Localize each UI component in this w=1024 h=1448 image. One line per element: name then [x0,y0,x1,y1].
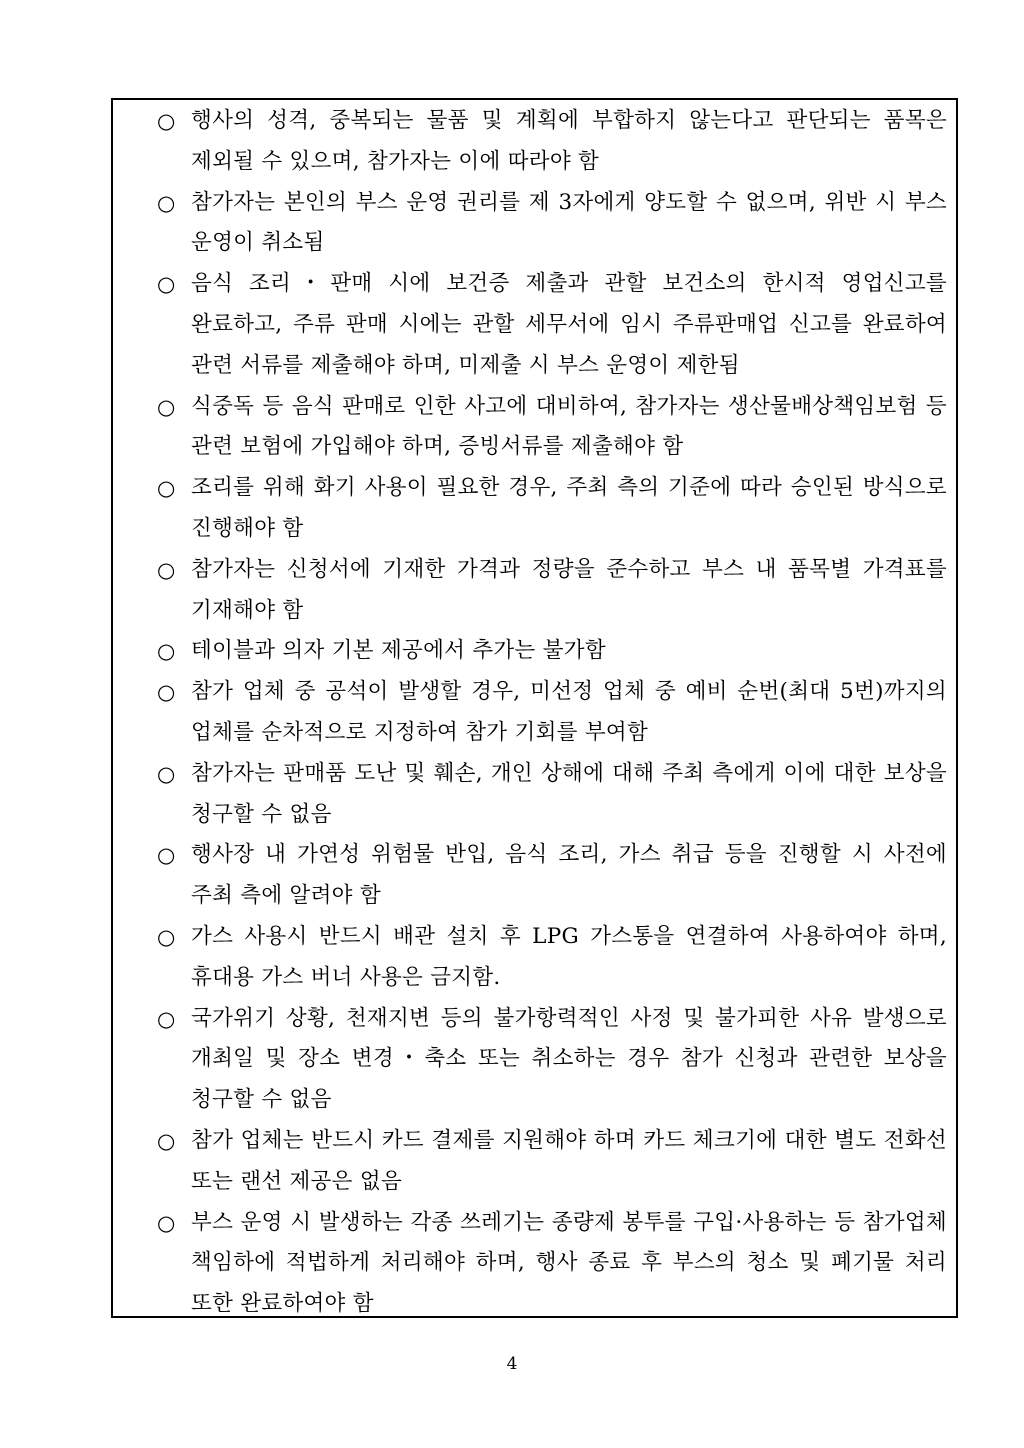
circle-bullet-icon: ○ [157,109,176,133]
list-item [157,999,947,1121]
rule-text: 음식 조리・판매 시에 보건증 제출과 관할 보건소의 한시적 영업신고를 완료하고, 주류 판매 시에는 관할 세무서에 임시 주류판매업 신고를 완료하여 관련 서류를 제출해야 하며, 미제출 시 부스 운영이 제한됨 [191,271,947,378]
circle-bullet-icon: ○ [157,394,176,419]
list-item [157,468,947,550]
rule-text: 국가위기 상황, 천재지변 등의 불가항력적인 사정 및 불가피한 사유 발생으로 개최일 및 장소 변경・축소 또는 취소하는 경우 참가 신청과 관련한 보상을 청구할 수 없음 [191,1005,947,1113]
list-item [157,183,947,265]
rule-text: 참가자는 본인의 부스 운영 권리를 제 3자에게 양도할 수 없으며, 위반 시 부스 운영이 취소됨 [191,189,947,256]
circle-bullet-icon: ○ [157,1128,176,1153]
list-item [157,835,947,917]
list-item [157,101,947,183]
circle-bullet-icon: ○ [157,680,176,705]
circle-bullet-icon: ○ [157,1006,176,1031]
circle-bullet-icon: ○ [157,924,176,949]
circle-bullet-icon: ○ [157,639,176,664]
rule-text: 참가자는 신청서에 기재한 가격과 정량을 준수하고 부스 내 품목별 가격표를 기재해야 함 [191,556,947,623]
rules-list [157,101,947,1325]
list-item [157,264,947,386]
rule-text: 식중독 등 음식 판매로 인한 사고에 대비하여, 참가자는 생산물배상책임보험 등 관련 보험에 가입해야 하며, 증빙서류를 제출해야 함 [191,393,947,460]
circle-bullet-icon: ○ [157,476,176,501]
list-item [157,550,947,632]
circle-bullet-icon: ○ [157,843,176,868]
list-item [157,1203,947,1325]
circle-bullet-icon: ○ [157,1210,176,1235]
list-item [157,754,947,836]
list-item [157,631,947,672]
list-item [157,917,947,999]
list-item [157,1121,947,1203]
rule-text: 참가자는 판매품 도난 및 훼손, 개인 상해에 대해 주최 측에게 이에 대한 보상을 청구할 수 없음 [191,760,947,827]
circle-bullet-icon: ○ [157,761,176,786]
rule-text: 행사의 성격, 중복되는 물품 및 계획에 부합하지 않는다고 판단되는 품목은 제외될 수 있으며, 참가자는 이에 따라야 함 [191,108,947,174]
rule-text: 참가 업체 중 공석이 발생할 경우, 미선정 업체 중 예비 순번(최대 5번)까지의 업체를 순차적으로 지정하여 참가 기회를 부여함 [191,679,947,745]
rule-text: 테이블과 의자 기본 제공에서 추가는 불가함 [191,638,606,664]
list-item [157,672,947,754]
rule-text: 가스 사용시 반드시 배관 설치 후 LPG 가스통을 연결하여 사용하여야 하며, 휴대용 가스 버너 사용은 금지함. [191,923,947,990]
rule-text: 조리를 위해 화기 사용이 필요한 경우, 주최 측의 기준에 따라 승인된 방식으로 진행해야 함 [191,475,947,541]
list-item [157,387,947,469]
page-number: 4 [506,1354,518,1374]
rule-text: 부스 운영 시 발생하는 각종 쓰레기는 종량제 봉투를 구입·사용하는 등 참가업체 책임하에 적법하게 처리해야 하며, 행사 종료 후 부스의 청소 및 폐기물 처리 또한 완료하여야 함 [191,1209,947,1317]
rule-text: 참가 업체는 반드시 카드 결제를 지원해야 하며 카드 체크기에 대한 별도 전화선 또는 랜선 제공은 없음 [191,1127,947,1194]
notice-box [111,98,958,1318]
circle-bullet-icon: ○ [157,557,176,582]
rule-text: 행사장 내 가연성 위험물 반입, 음식 조리, 가스 취급 등을 진행할 시 사전에 주최 측에 알려야 함 [191,842,947,909]
circle-bullet-icon: ○ [157,190,176,215]
circle-bullet-icon: ○ [157,272,176,297]
